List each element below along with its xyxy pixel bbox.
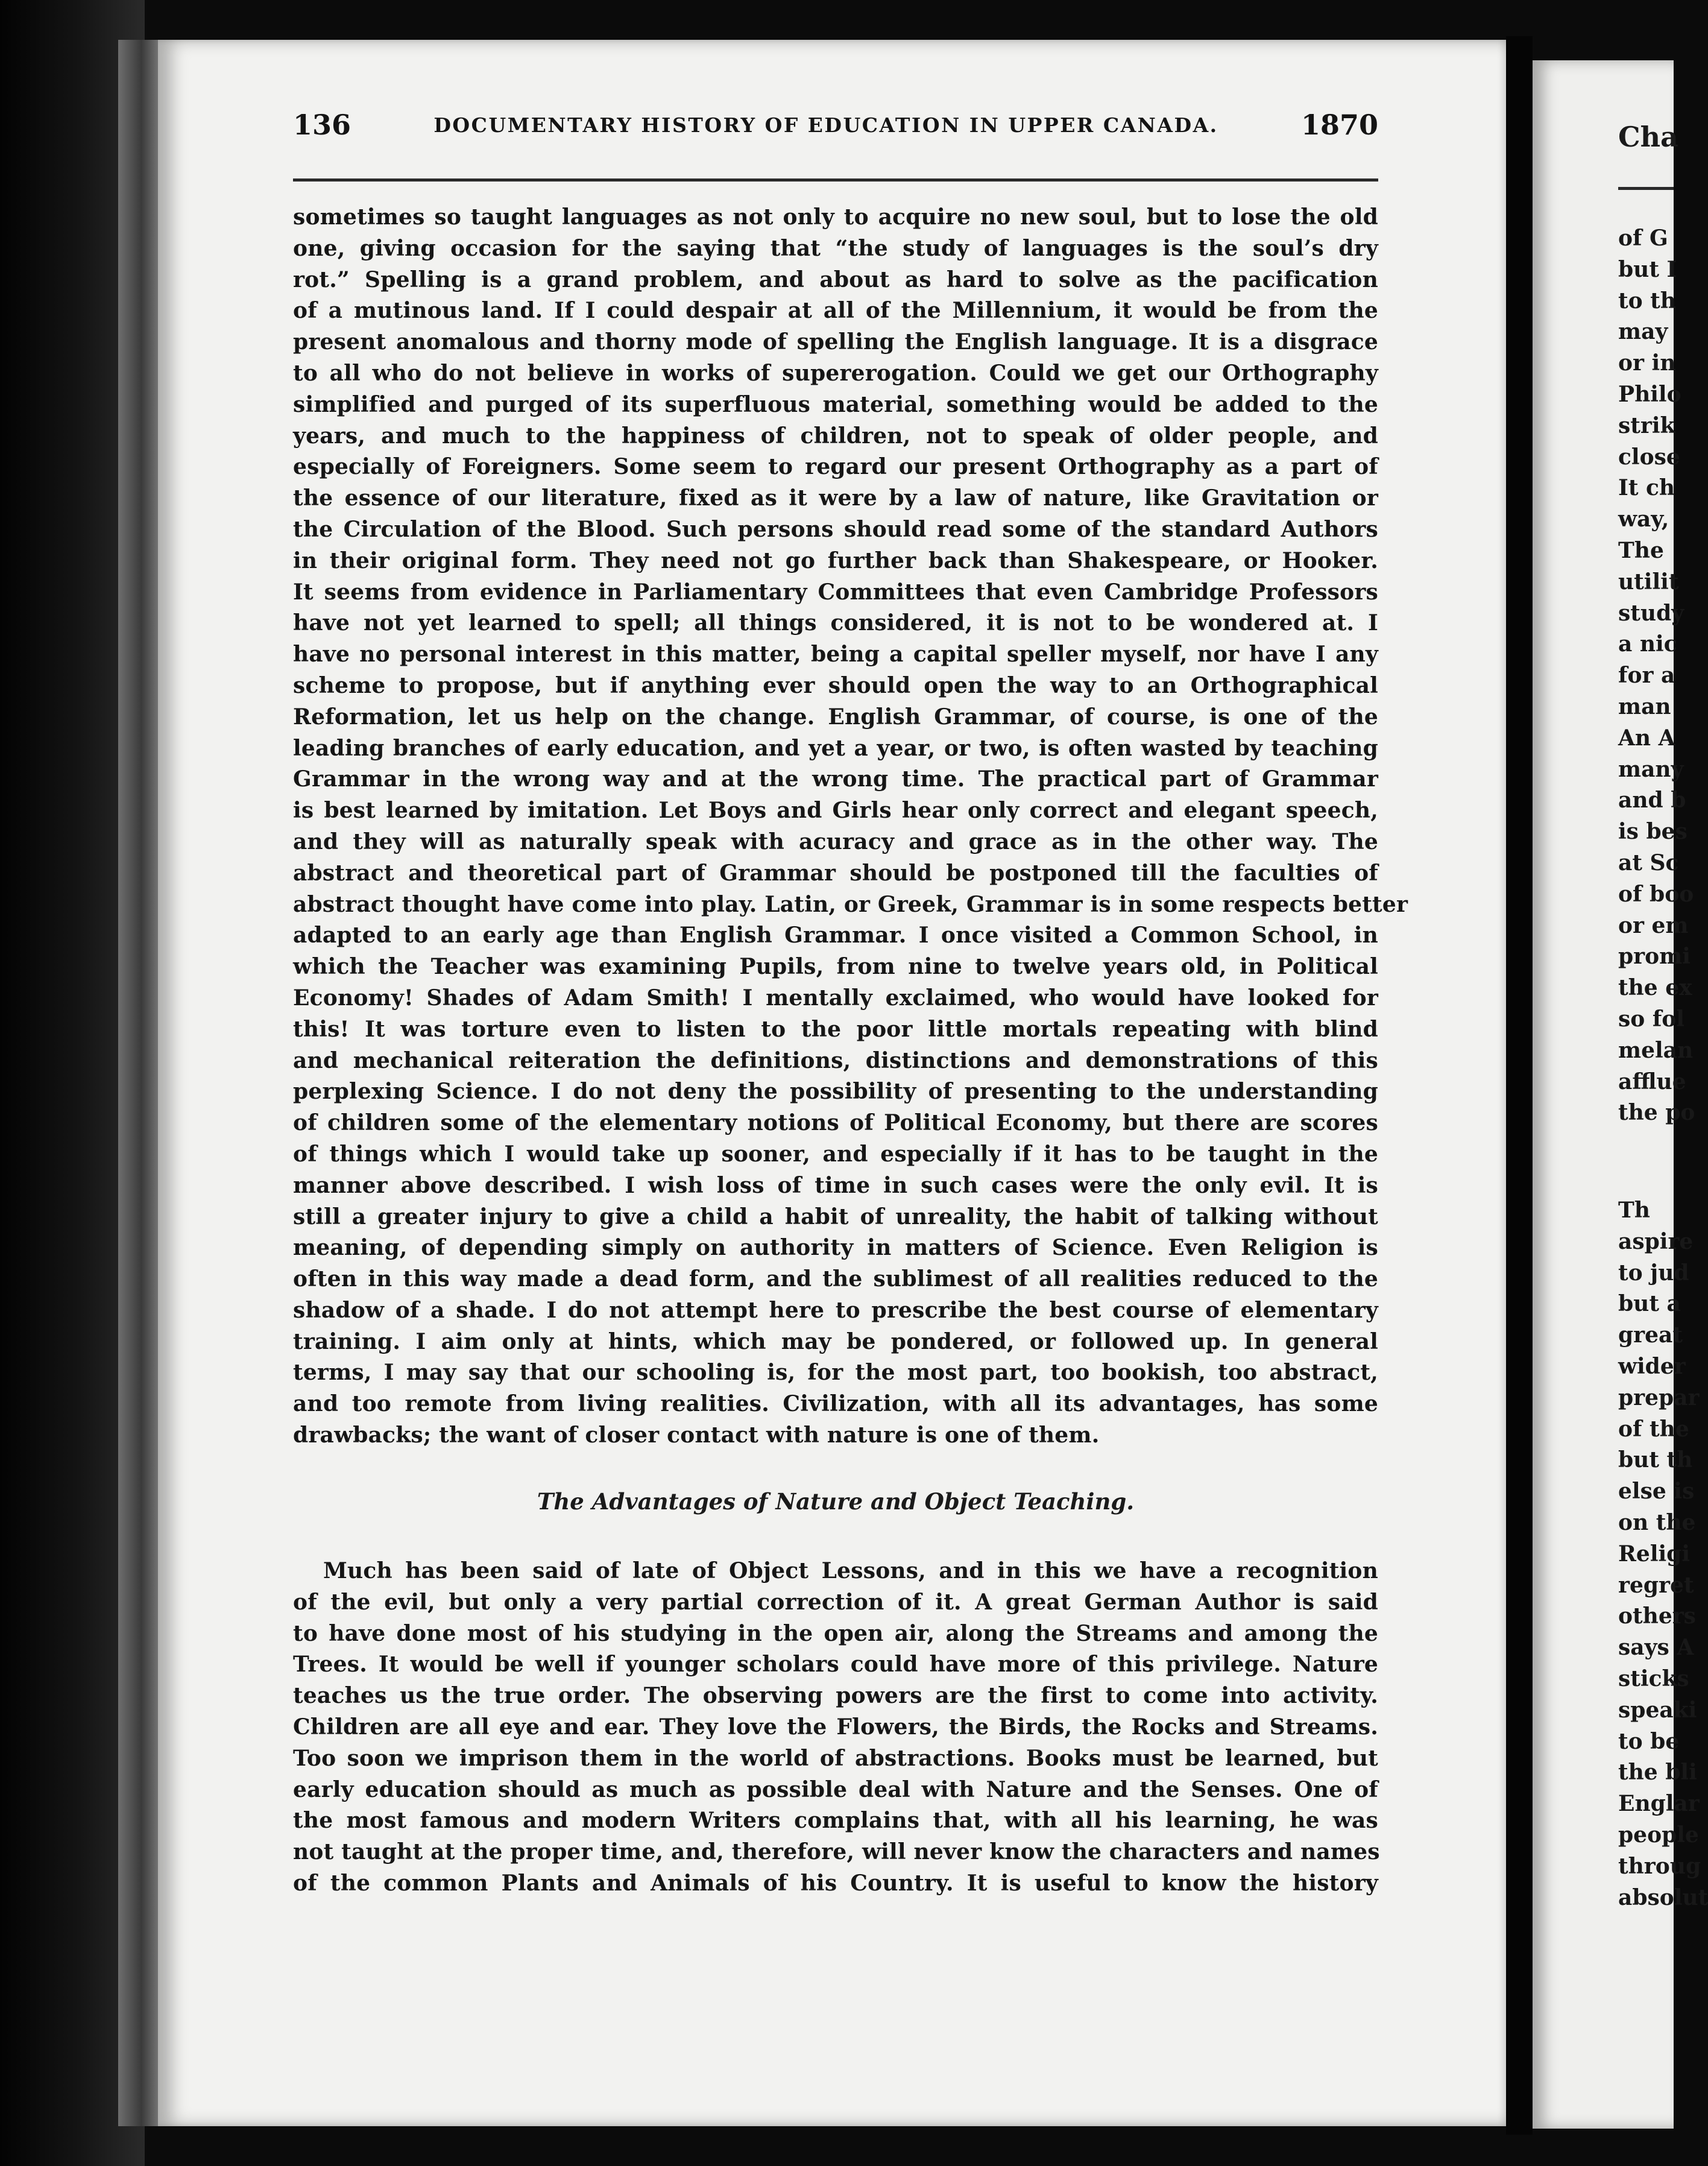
right-page-line-fragment: is bes <box>1618 819 1688 845</box>
text-line: of things which I would take up sooner, and especially if it has to be taught in the <box>293 1141 1378 1167</box>
right-page-line-fragment: or in <box>1618 350 1676 376</box>
right-page-line-fragment: the ex <box>1618 975 1692 1001</box>
text-line: Trees. It would be well if younger scholars could have more of this privilege. Nature <box>293 1652 1378 1678</box>
text-line: present anomalous and thorny mode of spelling the English language. It is a disgrace <box>293 329 1378 355</box>
right-page-rule <box>1618 187 1674 190</box>
text-line: scheme to propose, but if anything ever should open the way to an Orthographical <box>293 672 1378 698</box>
right-page-line-fragment: of G <box>1618 226 1668 251</box>
right-page-line-fragment: wider <box>1618 1353 1686 1379</box>
text-line: adapted to an early age than English Grammar. I once visited a Common School, in <box>293 923 1378 949</box>
right-page-line-fragment: way, <box>1618 507 1669 532</box>
right-page-line-fragment: many <box>1618 756 1684 782</box>
header-year: 1870 <box>1300 109 1378 141</box>
right-page-line-fragment: a nic <box>1618 631 1677 657</box>
right-page-line-fragment: to be <box>1618 1728 1680 1754</box>
right-page-line-fragment: afflue <box>1618 1069 1686 1094</box>
text-line: Much has been said of late of Object Lessons, and in this we have a recognition <box>323 1558 1378 1583</box>
text-line: years, and much to the happiness of children, not to speak of older people, and <box>293 423 1378 449</box>
text-line: Reformation, let us help on the change. English Grammar, of course, is one of the <box>293 704 1378 730</box>
text-line: terms, I may say that our schooling is, for the most part, too bookish, too abstract, <box>293 1360 1378 1386</box>
text-line: Too soon we imprison them in the world of abstractions. Books must be learned, but <box>293 1745 1378 1771</box>
text-line: abstract and theoretical part of Grammar should be postponed till the faculties of <box>293 860 1378 886</box>
right-page-column-bottom <box>1618 1195 1708 1913</box>
text-line: of a mutinous land. If I could despair at all of the Millennium, it would be from the <box>293 298 1378 324</box>
right-page-line-fragment: study <box>1618 600 1684 626</box>
right-page-line-fragment: The <box>1618 537 1664 563</box>
right-page-line-fragment: at Sc <box>1618 850 1679 876</box>
text-line: of the common Plants and Animals of his Country. It is useful to know the history <box>293 1870 1378 1896</box>
right-page-line-fragment: people <box>1618 1822 1699 1848</box>
right-page-line-fragment: aspire <box>1618 1228 1694 1254</box>
right-page-line-fragment: may <box>1618 319 1668 345</box>
text-line: rot.” Spelling is a grand problem, and about as hard to solve as the pacification <box>293 267 1378 292</box>
right-page-line-fragment: utilit <box>1618 569 1679 595</box>
running-head <box>293 104 1378 146</box>
text-line: to all who do not believe in works of supererogation. Could we get our Orthography <box>293 360 1378 386</box>
main-paragraph <box>293 202 1408 1451</box>
text-line: manner above described. I wish loss of time in such cases were the only evil. It is <box>293 1172 1378 1198</box>
text-line: meaning, of depending simply on authority in matters of Science. Even Religion is <box>293 1235 1378 1261</box>
right-page-line-fragment: else is <box>1618 1479 1695 1505</box>
text-line: training. I aim only at hints, which may be pondered, or followed up. In general <box>293 1328 1378 1354</box>
right-page-line-fragment: melan <box>1618 1037 1694 1063</box>
text-line: and they will as naturally speak with acuracy and grace as in the other way. The <box>293 829 1378 854</box>
right-page-line-fragment: says A <box>1618 1635 1694 1661</box>
text-line: early education should as much as possible deal with Nature and the Senses. One of <box>293 1776 1378 1802</box>
text-line: have not yet learned to spell; all things considered, it is not to be wondered at. I <box>293 610 1378 636</box>
right-page-line-fragment: speaki <box>1618 1697 1697 1723</box>
right-page-line-fragment: great <box>1618 1322 1683 1348</box>
right-page-line-fragment: for a <box>1618 663 1675 689</box>
right-page-line-fragment: Philo <box>1618 381 1681 407</box>
right-page-line-fragment: Englar <box>1618 1791 1700 1817</box>
text-line: to have done most of his studying in the open air, along the Streams and among the <box>293 1620 1378 1646</box>
right-page-line-fragment: or em <box>1618 912 1689 938</box>
right-page-line-fragment: sticks <box>1618 1666 1689 1691</box>
text-line: often in this way made a dead form, and the sublimest of all realities reduced to the <box>293 1266 1378 1292</box>
text-line: simplified and purged of its superfluous material, something would be added to the <box>293 391 1378 417</box>
text-line: Children are all eye and ear. They love the Flowers, the Birds, the Rocks and Streams. <box>293 1714 1378 1740</box>
text-line: teaches us the true order. The observing powers are the first to come into activity. <box>293 1683 1378 1709</box>
right-page-line-fragment: An A <box>1618 725 1675 751</box>
header-rule <box>293 178 1378 182</box>
text-line: perplexing Science. I do not deny the possibility of presenting to the understanding <box>293 1079 1378 1105</box>
right-page-line-fragment: man <box>1618 693 1671 719</box>
right-page-line-fragment: of the <box>1618 1416 1689 1442</box>
text-line: and too remote from living realities. Civilization, with all its advantages, has some <box>293 1391 1378 1417</box>
right-page-line-fragment: on the <box>1618 1509 1696 1535</box>
right-page-line-fragment: to jud <box>1618 1260 1689 1286</box>
right-page-line-fragment: but a <box>1618 1291 1681 1317</box>
text-line: Economy! Shades of Adam Smith! I mentally exclaimed, who would have looked for <box>293 985 1378 1011</box>
right-page-line-fragment: promi <box>1618 944 1691 970</box>
right-page-line-fragment: regret <box>1618 1572 1694 1598</box>
text-line: sometimes so taught languages as not only to acquire no new soul, but to lose the old <box>293 204 1378 230</box>
text-line: the essence of our literature, fixed as it were by a law of nature, like Gravitation or <box>293 485 1378 511</box>
right-page-column-top <box>1618 223 1695 1129</box>
text-line: not taught at the proper time, and, therefore, will never know the characters and names <box>293 1839 1380 1865</box>
text-line: of the evil, but only a very partial correction of it. A great German Author is said <box>293 1589 1378 1615</box>
text-line: which the Teacher was examining Pupils, from nine to twelve years old, in Political <box>293 954 1378 980</box>
section-heading: The Advantages of Nature and Object Teaching. <box>537 1488 1135 1515</box>
text-line: in their original form. They need not go further back than Shakespeare, or Hooker. <box>293 548 1378 573</box>
page-number: 136 <box>293 109 351 141</box>
text-line: have no personal interest in this matter, being a capital speller myself, nor have I any <box>293 642 1378 668</box>
right-page-header-fragment: Cha <box>1618 121 1678 153</box>
text-line: the Circulation of the Blood. Such persons should read some of the standard Authors <box>293 516 1378 542</box>
running-title: DOCUMENTARY HISTORY OF EDUCATION IN UPPER CANADA. <box>433 113 1218 137</box>
right-page-line-fragment: It ch <box>1618 475 1675 501</box>
right-page-line-fragment: so fol <box>1618 1006 1684 1032</box>
right-page-line-fragment: throug <box>1618 1853 1701 1879</box>
right-page-line-fragment: to th <box>1618 288 1676 314</box>
right-page-line-fragment: and b <box>1618 788 1686 813</box>
right-page-line-fragment: Religi <box>1618 1541 1691 1567</box>
book-binding <box>118 40 160 2126</box>
text-line: one, giving occasion for the saying that “the study of languages is the soul’s dry <box>293 235 1378 261</box>
right-page-line-fragment: of boo <box>1618 881 1694 907</box>
right-page-line-fragment: Th <box>1618 1198 1650 1223</box>
text-line: this! It was torture even to listen to the poor little mortals repeating with blind <box>293 1016 1378 1042</box>
right-page-line-fragment: the bli <box>1618 1760 1697 1786</box>
right-page-line-fragment: absolut <box>1618 1884 1708 1910</box>
right-page-line-fragment: prepar <box>1618 1385 1700 1410</box>
right-page-line-fragment: others <box>1618 1603 1696 1629</box>
right-page-line-fragment: close <box>1618 444 1680 470</box>
text-line: especially of Foreigners. Some seem to regard our present Orthography as a part of <box>293 454 1378 480</box>
page-gutter <box>1506 36 1533 2135</box>
right-page-line-fragment: the po <box>1618 1100 1695 1126</box>
right-page-line-fragment: but th <box>1618 1447 1693 1473</box>
text-line: and mechanical reiteration the definitions, distinctions and demonstrations of this <box>293 1047 1378 1073</box>
text-line: the most famous and modern Writers complains that, with all his learning, he was <box>293 1808 1378 1834</box>
text-line: abstract thought have come into play. Latin, or Greek, Grammar is in some respects better <box>293 891 1408 917</box>
text-line: is best learned by imitation. Let Boys and Girls hear only correct and elegant speech, <box>293 798 1378 824</box>
text-line: Grammar in the wrong way and at the wrong time. The practical part of Grammar <box>293 766 1378 792</box>
text-line: drawbacks; the want of closer contact with nature is one of them. <box>293 1422 1100 1448</box>
right-page-line-fragment: but I <box>1618 256 1677 282</box>
text-line: shadow of a shade. I do not attempt here to prescribe the best course of elementary <box>293 1297 1378 1323</box>
text-line: still a greater injury to give a child a habit of unreality, the habit of talking without <box>293 1204 1378 1230</box>
text-line: of children some of the elementary notions of Political Economy, but there are scores <box>293 1110 1378 1136</box>
right-page-line-fragment: strik <box>1618 412 1675 438</box>
text-line: leading branches of early education, and yet a year, or two, is often wasted by teaching <box>293 735 1378 761</box>
section-paragraph <box>293 1556 1378 1899</box>
text-line: It seems from evidence in Parliamentary Committees that even Cambridge Professors <box>293 579 1378 605</box>
